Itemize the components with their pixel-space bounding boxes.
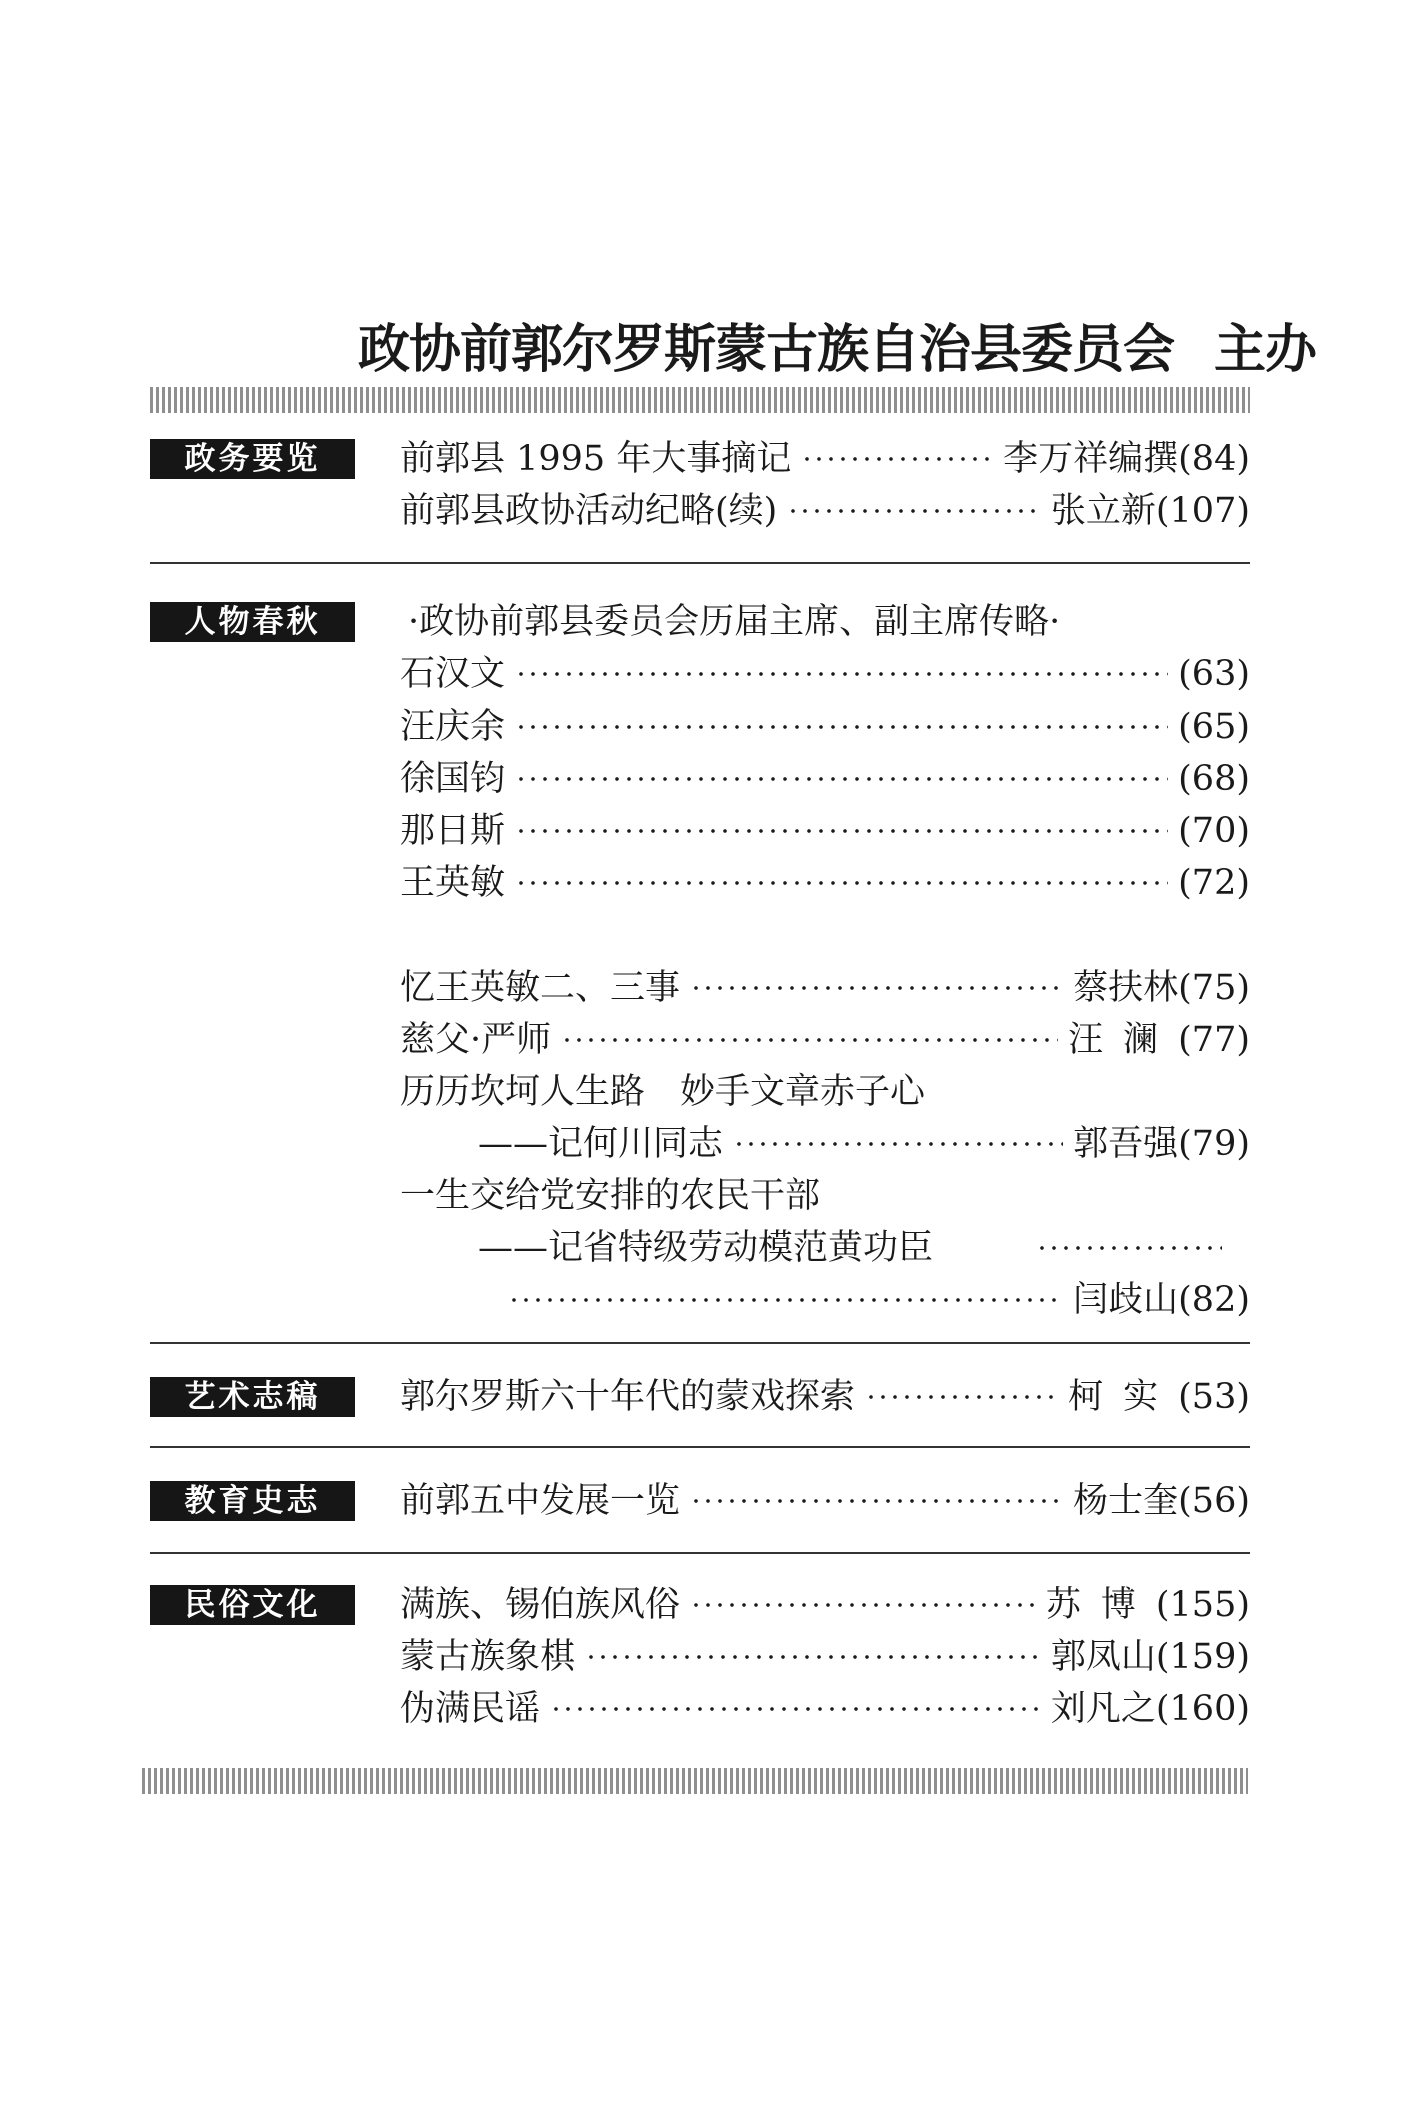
entry-page: (75) — [1178, 968, 1250, 1008]
toc-entry[interactable] — [400, 962, 1250, 1014]
leader-dots — [787, 508, 1041, 514]
entry-page: (65) — [1178, 707, 1250, 747]
leader-dots — [690, 1498, 1063, 1504]
section-divider — [150, 1342, 1250, 1344]
toc-entry[interactable] — [400, 1579, 1250, 1631]
entry-page: (53) — [1178, 1377, 1250, 1417]
section-tag-folk-culture: 民俗文化 — [150, 1585, 355, 1625]
entry-page: (155) — [1155, 1585, 1250, 1625]
toc-entry[interactable] — [400, 701, 1250, 753]
entry-subtitle: ——记何川同志 — [478, 1124, 724, 1164]
section-tag-government: 政务要览 — [150, 439, 355, 479]
leader-dots — [515, 671, 1168, 677]
section-subheading: ·政协前郭县委员会历届主席、副主席传略· — [408, 602, 1061, 642]
organizer-name: 政协前郭尔罗斯蒙古族自治县委员会 — [358, 320, 1175, 380]
entry-title: 汪庆余 — [400, 707, 506, 747]
section-tag-education: 教育史志 — [150, 1481, 355, 1521]
toc-entry[interactable] — [400, 753, 1250, 805]
leader-dots — [515, 724, 1168, 730]
entry-page: (70) — [1178, 811, 1250, 851]
toc-entry[interactable] — [400, 1475, 1250, 1527]
section-tag-art: 艺术志稿 — [150, 1377, 355, 1417]
entry-page: (79) — [1178, 1124, 1250, 1164]
leader-dots — [515, 776, 1168, 782]
toc-entry[interactable] — [400, 1683, 1250, 1735]
entry-title: 忆王英敏二、三事 — [400, 968, 681, 1008]
entry-title: 郭尔罗斯六十年代的蒙戏探索 — [400, 1377, 856, 1417]
entry-title: 徐国钧 — [400, 759, 506, 799]
entry-title: 王英敏 — [400, 863, 506, 903]
entry-title: 伪满民谣 — [400, 1689, 541, 1729]
toc-entry[interactable] — [400, 805, 1250, 857]
entry-title: 那日斯 — [400, 811, 506, 851]
entry-author: 柯实 — [1068, 1377, 1179, 1417]
entry-title: 石汉文 — [400, 654, 506, 694]
entry-title: 满族、锡伯族风俗 — [400, 1585, 681, 1625]
entry-title: 前郭县政协活动纪略(续) — [400, 491, 778, 531]
toc-entry[interactable] — [400, 485, 1250, 537]
toc-entry[interactable] — [400, 1631, 1250, 1683]
toc-entry[interactable] — [400, 857, 1250, 909]
entry-page: (56) — [1178, 1481, 1250, 1521]
entry-page: (160) — [1155, 1689, 1250, 1729]
toc-entry[interactable] — [400, 1014, 1250, 1066]
entry-subtitle: ——记省特级劳动模范黄功臣 — [478, 1228, 934, 1268]
entry-page: (68) — [1178, 759, 1250, 799]
leader-dots — [690, 1602, 1036, 1608]
section-divider — [150, 562, 1250, 564]
entry-page: (82) — [1178, 1280, 1250, 1320]
entry-title-multiline[interactable]: 一生交给党安排的农民干部 — [400, 1176, 821, 1216]
leader-dots — [690, 985, 1063, 991]
leader-dots — [1036, 1245, 1222, 1251]
toc-entry[interactable] — [508, 1274, 1250, 1326]
entry-page: (63) — [1178, 654, 1250, 694]
toc-entry[interactable] — [400, 433, 1250, 485]
organizer-role: 主办 — [1214, 320, 1317, 380]
entry-page: (107) — [1155, 491, 1250, 531]
entry-author: 汪澜 — [1068, 1020, 1179, 1060]
entry-author: 李万祥编撰 — [1003, 439, 1179, 479]
entry-page: (77) — [1178, 1020, 1250, 1060]
entry-page: (159) — [1155, 1637, 1250, 1677]
leader-dots — [585, 1654, 1041, 1660]
entry-title: 慈父·严师 — [400, 1020, 552, 1060]
entry-author: 杨士奎 — [1073, 1481, 1179, 1521]
toc-entry[interactable] — [400, 1371, 1250, 1423]
leader-dots — [515, 880, 1168, 886]
entry-title: 前郭五中发展一览 — [400, 1481, 681, 1521]
leader-dots — [561, 1037, 1058, 1043]
entry-title-multiline[interactable]: 历历坎坷人生路 妙手文章赤子心 — [400, 1072, 926, 1112]
decorative-band-bottom — [142, 1768, 1248, 1794]
masthead — [358, 318, 1317, 382]
entry-author: 张立新 — [1050, 491, 1156, 531]
section-divider — [150, 1552, 1250, 1554]
entry-author: 刘凡之 — [1050, 1689, 1156, 1729]
leader-dots — [801, 456, 993, 462]
entry-page: (72) — [1178, 863, 1250, 903]
entry-author: 苏博 — [1045, 1585, 1156, 1625]
entry-title: 蒙古族象棋 — [400, 1637, 576, 1677]
section-tag-biographies: 人物春秋 — [150, 602, 355, 642]
leader-dots — [508, 1297, 1063, 1303]
leader-dots — [550, 1706, 1041, 1712]
entry-author: 郭凤山 — [1050, 1637, 1156, 1677]
entry-author: 蔡扶林 — [1073, 968, 1179, 1008]
decorative-band-top — [150, 387, 1250, 413]
toc-entry[interactable] — [478, 1118, 1250, 1170]
entry-author: 郭吾强 — [1073, 1124, 1179, 1164]
toc-entry[interactable] — [400, 648, 1250, 700]
entry-author: 闫歧山 — [1073, 1280, 1179, 1320]
leader-dots — [515, 828, 1168, 834]
entry-title: 前郭县 1995 年大事摘记 — [400, 439, 792, 479]
leader-dots — [865, 1394, 1058, 1400]
entry-page: (84) — [1178, 439, 1250, 479]
leader-dots — [733, 1141, 1063, 1147]
section-divider — [150, 1446, 1250, 1448]
